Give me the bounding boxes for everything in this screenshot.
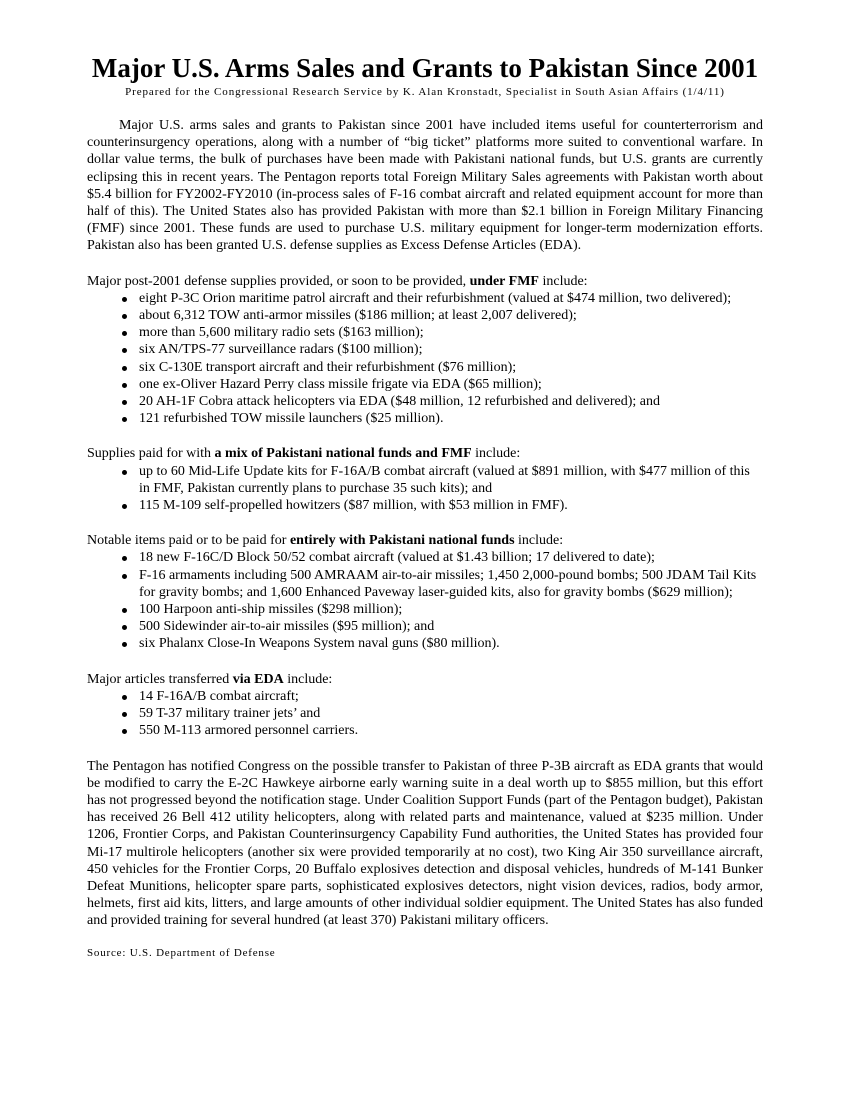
sections-container [87, 273, 763, 740]
section-lead [87, 445, 763, 462]
section-lead-suffix: include: [283, 671, 333, 687]
list-item: six AN/TPS-77 surveillance radars ($100 million); [139, 341, 763, 358]
section-lead-suffix: include: [514, 533, 564, 549]
section-lead-text: Supplies paid for with [87, 446, 215, 462]
section-lead [87, 532, 763, 549]
bullet-list [87, 463, 763, 515]
list-item: up to 60 Mid-Life Update kits for F-16A/B combat aircraft (valued at $891 million, with $477 million of this in FMF, Pakistan currently plans to purchase 35 such kits); and [139, 463, 763, 497]
section-4 [87, 671, 763, 740]
list-item: six Phalanx Close-In Weapons System naval guns ($80 million). [139, 635, 763, 652]
list-item: six C-130E transport aircraft and their refurbishment ($76 million); [139, 359, 763, 376]
section-lead [87, 671, 763, 688]
list-item: 500 Sidewinder air-to-air missiles ($95 million); and [139, 618, 763, 635]
list-item: 59 T-37 military trainer jets’ and [139, 705, 763, 722]
document-title: Major U.S. Arms Sales and Grants to Pakistan Since 2001 [91, 53, 759, 83]
document-subtitle: Prepared for the Congressional Research Service by K. Alan Kronstadt, Specialist in South Asian Affairs (1/4/11) [125, 86, 725, 98]
list-item: 14 F-16A/B combat aircraft; [139, 688, 763, 705]
bullet-list [87, 549, 763, 652]
list-item: more than 5,600 military radio sets ($163 million); [139, 324, 763, 341]
bullet-list [87, 290, 763, 428]
source-note: Source: U.S. Department of Defense [87, 946, 276, 959]
list-item: about 6,312 TOW anti-armor missiles ($186 million; at least 2,007 delivered); [139, 307, 763, 324]
section-lead-emphasis: under FMF [469, 273, 539, 289]
section-lead-text: Notable items paid or to be paid for [87, 533, 290, 549]
section-1 [87, 273, 763, 428]
section-lead-emphasis: entirely with Pakistani national funds [289, 533, 515, 549]
section-lead [87, 273, 763, 290]
section-lead-emphasis: a mix of Pakistani national funds and FMF [214, 446, 472, 462]
list-item: 20 AH-1F Cobra attack helicopters via EDA ($48 million, 12 refurbished and delivered); and [139, 393, 763, 410]
section-lead-text: Major post-2001 defense supplies provided, or soon to be provided, [87, 273, 470, 289]
section-lead-emphasis: via EDA [232, 671, 284, 687]
list-item: 550 M-113 armored personnel carriers. [139, 722, 763, 739]
list-item: 18 new F-16C/D Block 50/52 combat aircraft (valued at $1.43 billion; 17 delivered to date); [139, 549, 763, 566]
list-item: 100 Harpoon anti-ship missiles ($298 million); [139, 601, 763, 618]
closing-paragraph: The Pentagon has notified Congress on the possible transfer to Pakistan of three P-3B aircraft as EDA grants that would be modified to carry the E-2C Hawkeye airborne early warning suite in a deal worth up to $855 million, but this effort has not progressed beyond the notification stage. Under Coalition Support Funds (part of the Pentagon budget), Pakistan has received 26 Bell 412 utility helicopters, along with related parts and maintenance, valued at $235 million. Under 1206, Frontier Corps, and Pakistan Counterinsurgency Capability Fund authorities, the United States has provided four Mi-17 multirole helicopters (another six were provided temporarily at no cost), two King Air 350 surveillance aircraft, 450 vehicles for the Frontier Corps, 20 Buffalo explosives detection and disposal vehicles, hundreds of M-141 Bunker Defeat Munitions, helicopter spare parts, sophisticated explosives detectors, night vision devices, radios, body armor, helmets, first aid kits, litters, and large amounts of other individual soldier equipment. The United States has also funded and provided training for several hundred (at least 370) Pakistani military officers. [87, 758, 763, 929]
list-item: one ex-Oliver Hazard Perry class missile frigate via EDA ($65 million); [139, 376, 763, 393]
bullet-list [87, 688, 763, 740]
intro-paragraph: Major U.S. arms sales and grants to Pakistan since 2001 have included items useful for counterterrorism and counterinsurgency operations, along with a number of “big ticket” platforms more suited to conventional warfare. In dollar value terms, the bulk of purchases have been made with Pakistani national funds, but U.S. grants are currently eclipsing this in recent years. The Pentagon reports total Foreign Military Sales agreements with Pakistan worth about $5.4 billion for FY2002-FY2010 (in-process sales of F-16 combat aircraft and related equipment account for more than half of this). The United States also has provided Pakistan with more than $2.1 billion in Foreign Military Financing (FMF) since 2001. These funds are used to purchase U.S. military equipment for longer-term modernization efforts. Pakistan also has been granted U.S. defense supplies as Excess Defense Articles (EDA). [87, 118, 763, 254]
list-item: F-16 armaments including 500 AMRAAM air-to-air missiles; 1,450 2,000-pound bombs; 500 JDAM Tail Kits for gravity bombs; and 1,600 Enhanced Paveway laser-guided kits, also for gravity bombs ($629 million); [139, 567, 763, 601]
list-item: 121 refurbished TOW missile launchers ($25 million). [139, 410, 763, 427]
section-2 [87, 445, 763, 514]
section-lead-text: Major articles transferred [87, 671, 233, 687]
document-page [87, 52, 763, 960]
section-3 [87, 532, 763, 652]
section-lead-suffix: include: [471, 446, 521, 462]
list-item: eight P-3C Orion maritime patrol aircraft and their refurbishment (valued at $474 million, two delivered); [139, 290, 763, 307]
section-lead-suffix: include: [538, 273, 588, 289]
list-item: 115 M-109 self-propelled howitzers ($87 million, with $53 million in FMF). [139, 497, 763, 514]
